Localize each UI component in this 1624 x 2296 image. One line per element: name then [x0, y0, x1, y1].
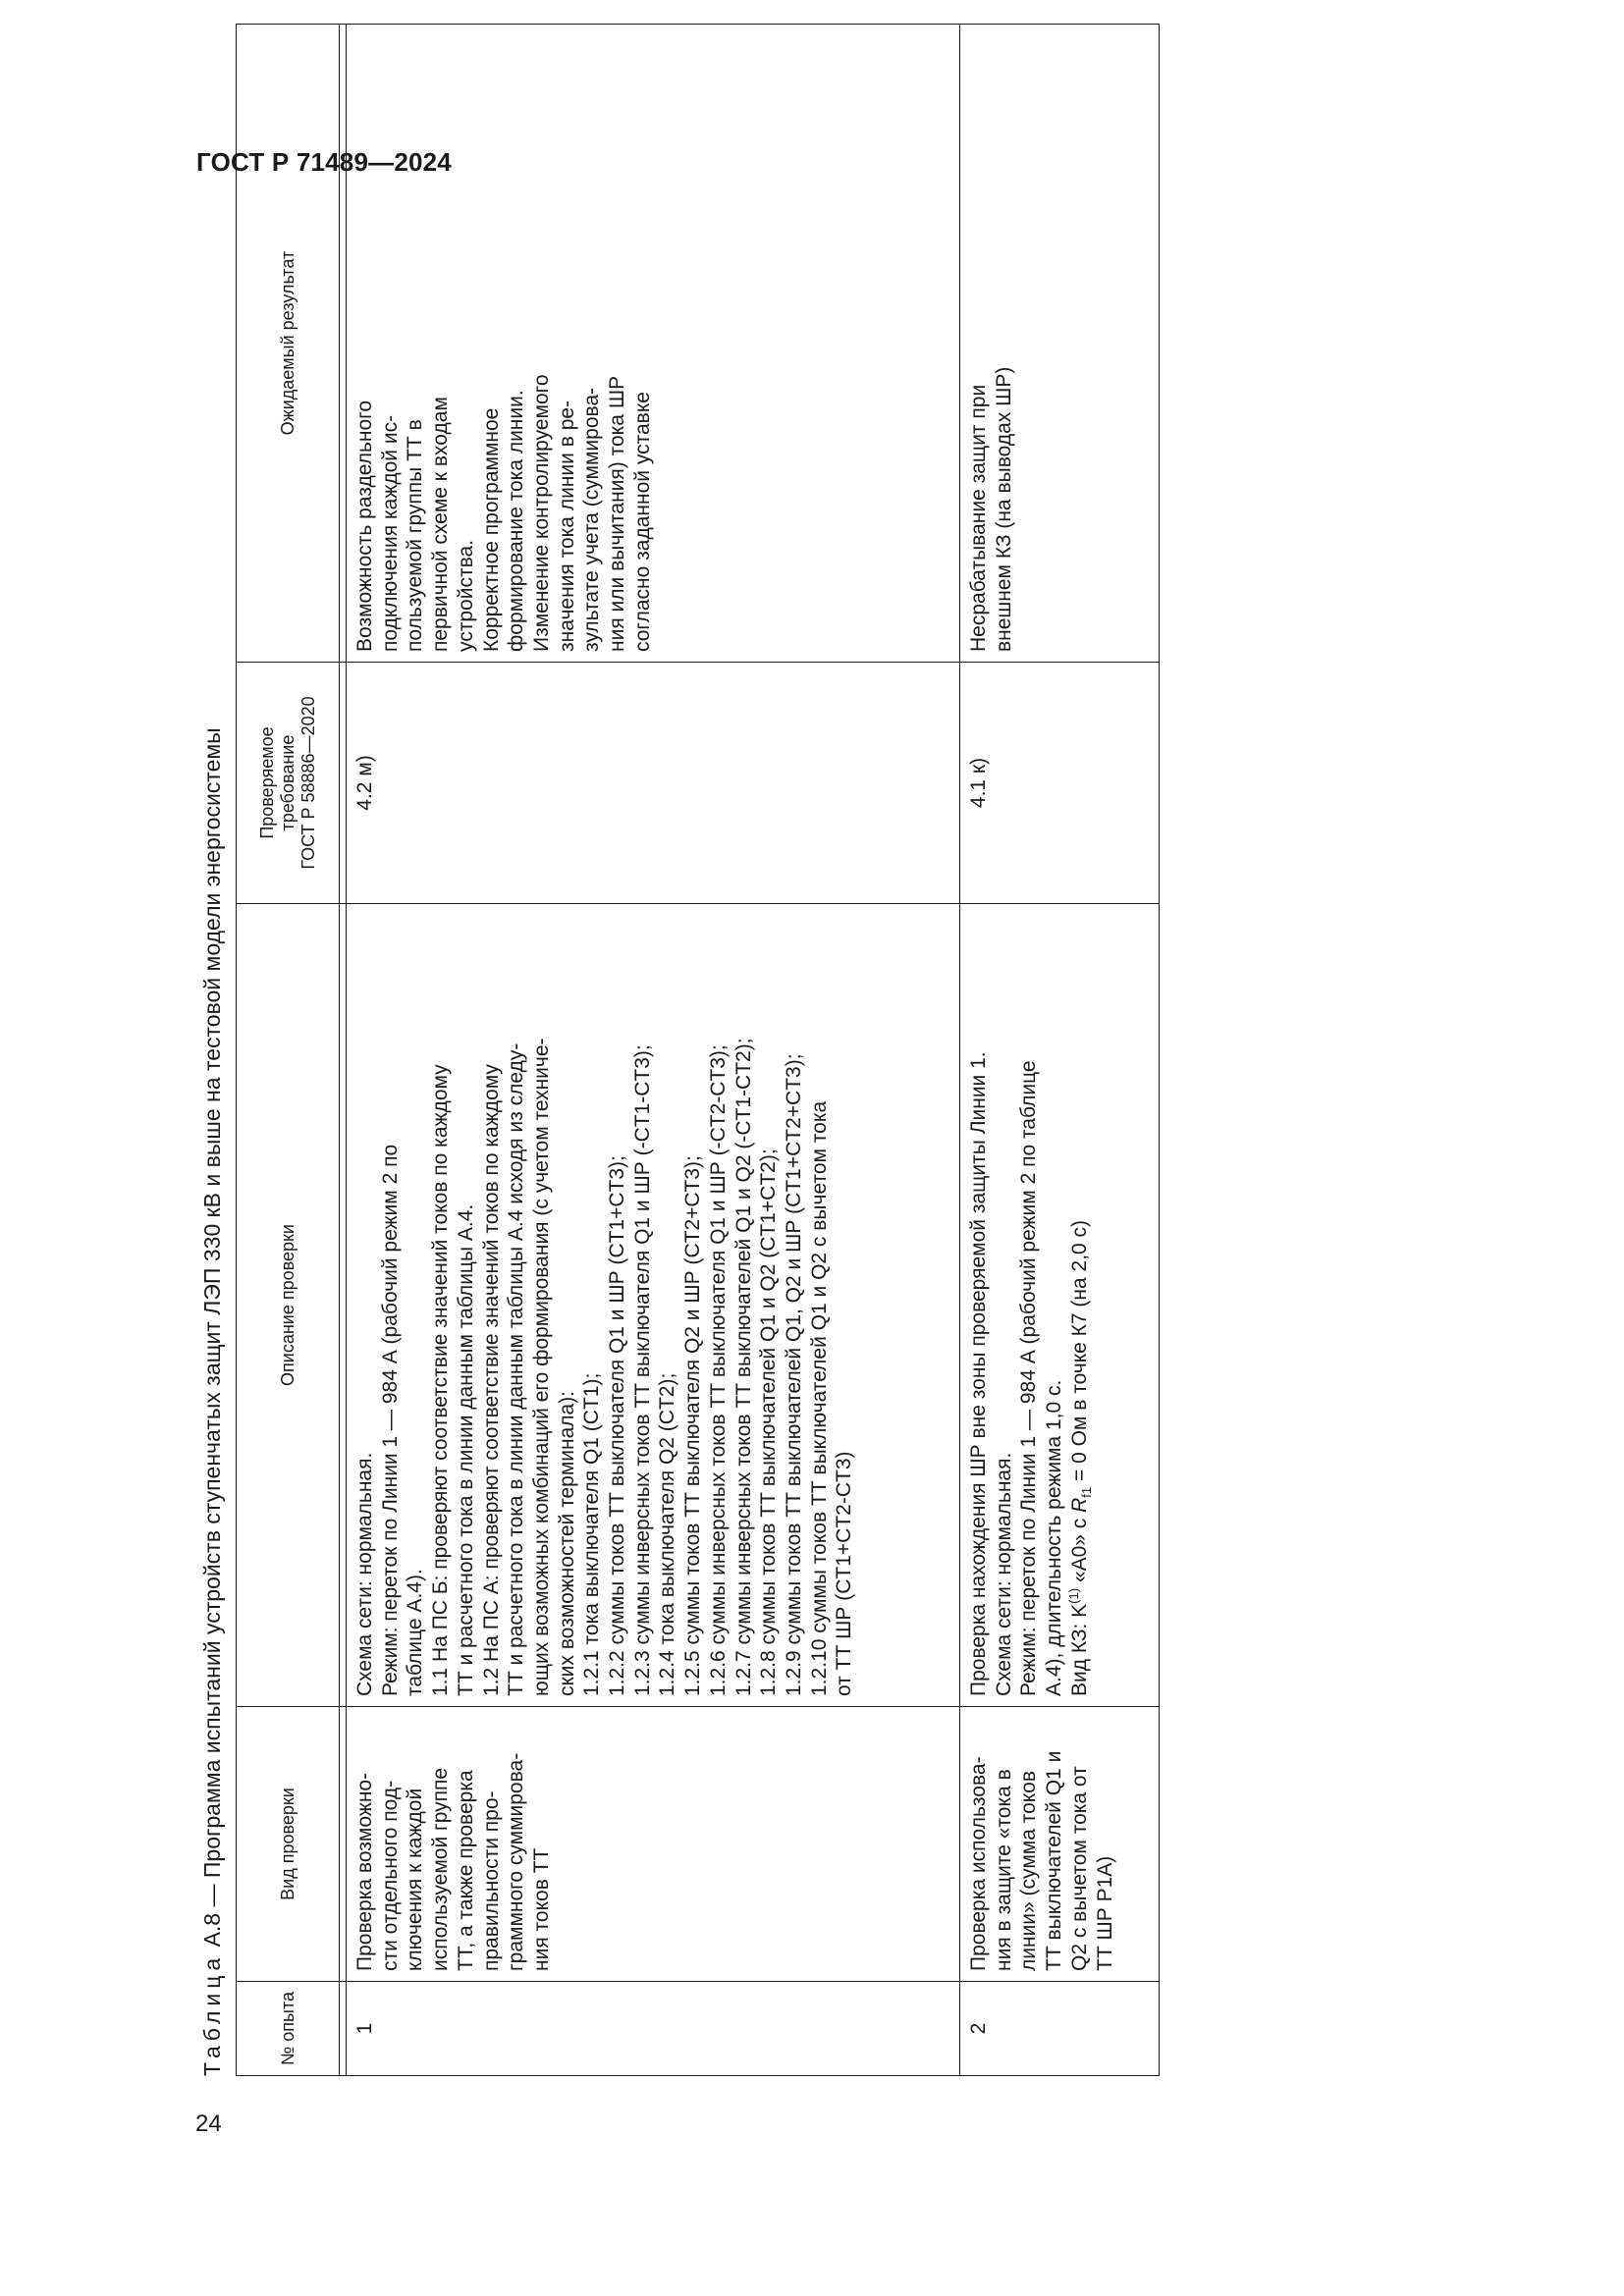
header-desc: Описание проверки [237, 904, 340, 1707]
text-line: от ТТ ШР (CT1+CT2-CT3) [833, 1451, 856, 1696]
header-req-line: требование [277, 734, 298, 831]
table-header-row [237, 25, 340, 2076]
text-line: таблице А.4). [404, 1569, 427, 1696]
cell-desc [347, 904, 960, 1707]
text-line: ТТ выключателей Q1 и [1043, 1750, 1066, 1971]
text-line: формирование тока линии. [505, 390, 528, 652]
text-line: ния в защите «тока в [992, 1769, 1015, 1971]
text-line: граммного суммирова- [505, 1752, 528, 1971]
header-req-line: Проверяемое [256, 726, 277, 839]
text-line: ских возможностей терминала): [555, 1390, 578, 1696]
rotated-table-region [191, 25, 1134, 2076]
cell-num: 1 [347, 1982, 960, 2076]
text-line: 1.2.6 суммы инверсных токов ТТ выключателя Q1 и ШР (-CT2-CT3); [706, 1044, 730, 1696]
cell-desc [960, 904, 1160, 1707]
text-line: 1.2.1 тока выключателя Q1 (CT1); [580, 1372, 604, 1696]
text-line: Режим: переток по Линии 1 — 984 А (рабочий режим 2 по таблице [1017, 1060, 1041, 1696]
cell-type [960, 1707, 1160, 1982]
text-line: ТТ, а также проверка [454, 1770, 477, 1971]
text-line: 1.2.3 суммы инверсных токов ТТ выключателя Q1 и ШР (-CT1-CT3); [630, 1044, 654, 1696]
text-line: 1.2.9 суммы токов ТТ выключателей Q1, Q2 и ШР (CT1+CT2+CT3); [782, 1053, 805, 1696]
cell-result [960, 25, 1160, 663]
text-line: 1.1 На ПС Б: проверяют соответствие значений токов по каждому [429, 1064, 453, 1696]
text-line: Корректное программное [479, 407, 503, 652]
text-line: правильности про- [479, 1790, 503, 1971]
text-line: 1.2.10 суммы токов ТТ выключателей Q1 и Q2 с вычетом тока [807, 1100, 831, 1696]
text-line: ния или вычитания) тока ШР [606, 375, 629, 652]
text-line: согласно заданной уставке [630, 392, 654, 652]
header-req-line: ГОСТ Р 58886—2020 [298, 696, 318, 870]
text-line: Проверка нахождения ШР вне зоны проверяемой защиты Линии 1. [967, 1051, 990, 1696]
text-line: Схема сети: нормальная. [992, 1452, 1015, 1696]
text-line: Проверка возможно- [353, 1772, 376, 1971]
text-line: 1.2.8 суммы токов ТТ выключателей Q1 и Q2 (CT1+CT2); [757, 1148, 781, 1696]
text-line: подключения каждой ис- [378, 414, 402, 652]
table-row [347, 25, 960, 2076]
cell-requirement: 4.1 к) [960, 663, 1160, 904]
cell-result [347, 25, 960, 663]
header-num: № опыта [237, 1982, 340, 2076]
caption-text: А.8 — Программа испытаний устройств ступенчатых защит ЛЭП 330 кВ и выше на тестовой модели энергосистемы [199, 727, 225, 1948]
table-caption [191, 727, 233, 2076]
text-line: пользуемой группы ТТ в [404, 419, 427, 652]
text-line: зультате учета (суммирова- [580, 387, 604, 652]
text-line: ТТ и расчетного тока в линии данным таблицы А.4 исходя из следу- [505, 1042, 528, 1696]
text-line: Несрабатывание защит при [967, 384, 990, 652]
page-number: 24 [195, 2110, 222, 2137]
text-line: Схема сети: нормальная. [353, 1452, 376, 1696]
text-line: значения тока линии в ре- [555, 400, 578, 652]
document-header: ГОСТ Р 71489—2024 [196, 147, 452, 177]
text-line: А.4), длительность режима 1,0 с. [1043, 1379, 1066, 1696]
text-line: Изменение контролируемого [529, 374, 553, 652]
text-line: 1.2.5 суммы токов ТТ выключателя Q2 и ШР (CT2+CT3); [681, 1155, 705, 1696]
text-line: Режим: переток по Линии 1 — 984 А (рабочий режим 2 по [378, 1144, 402, 1696]
text-line: 1.2 На ПС А: проверяют соответствие значений токов по каждому [479, 1064, 503, 1696]
text-line: ющих возможных комбинаций его формирования (с учетом техниче- [529, 1038, 553, 1696]
cell-num: 2 [960, 1982, 1160, 2076]
text-line: 1.2.2 суммы токов ТТ выключателя Q1 и ШР (CT1+CT3); [606, 1155, 629, 1696]
text-line: ТТ ШР Р1А) [1093, 1855, 1116, 1971]
table-row [960, 25, 1160, 2076]
cell-type [347, 1707, 960, 1982]
header-type: Вид проверки [237, 1707, 340, 1982]
text-line: линии» (сумма токов [1017, 1770, 1041, 1971]
header-req [237, 663, 340, 904]
header-result: Ожидаемый результат [237, 25, 340, 663]
text-line: устройства. [454, 539, 477, 652]
test-program-table [236, 24, 1160, 2076]
header-gap-row [340, 25, 347, 2076]
text-line: первичной схеме к входам [429, 397, 453, 652]
text-line: ния токов ТТ [529, 1847, 553, 1971]
text-line: Проверка использова- [967, 1756, 990, 1971]
text-line: ТТ и расчетного тока в линии данным таблицы А.4. [454, 1203, 477, 1696]
text-line: Возможность раздельного [353, 400, 376, 652]
text-line: используемой группе [429, 1767, 453, 1971]
caption-prefix: Таблица [199, 1952, 225, 2076]
cell-requirement: 4.2 м) [347, 663, 960, 904]
text-line: сти отдельного под- [378, 1780, 402, 1971]
text-line: внешнем КЗ (на выводах ШР) [992, 366, 1015, 652]
text-line: 1.2.4 тока выключателя Q2 (CT2); [656, 1372, 679, 1696]
fault-type-line: Вид КЗ: $K^{(1)}$ «А0» с $R_{f1} = 0$ Ом в точке К7 (на 2,0 с) [1065, 1219, 1094, 1696]
text-line: Q2 с вычетом тока от [1067, 1766, 1091, 1971]
text-line: 1.2.7 суммы инверсных токов ТТ выключателей Q1 и Q2 (-CT1-CT2); [731, 1038, 755, 1696]
text-line: ключения к каждой [404, 1788, 427, 1971]
